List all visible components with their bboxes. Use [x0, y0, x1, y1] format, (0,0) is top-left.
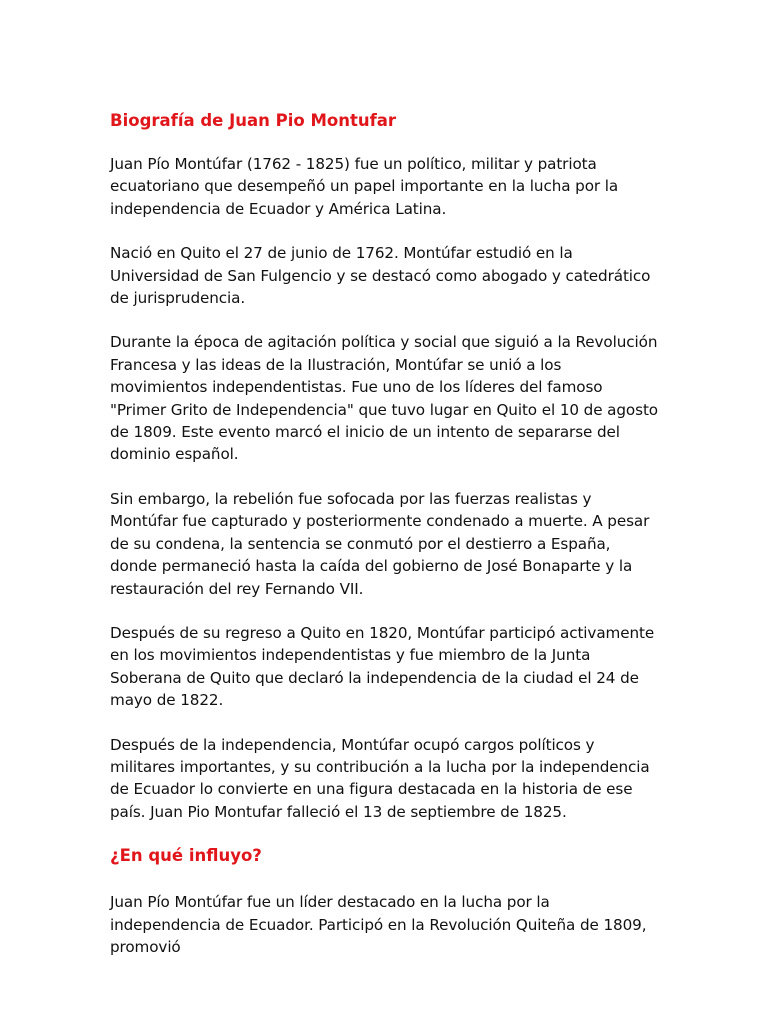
paragraph-birth: Nació en Quito el 27 de junio de 1762. Montúfar estudió en la Universidad de San Fulgencio y se destacó como abogado y catedrático de jurisprudencia.: [110, 244, 651, 308]
document-body: [110, 110, 662, 980]
paragraph-capture: Sin embargo, la rebelión fue sofocada por las fuerzas realistas y Montúfar fue capturado y posteriormente condenado a muerte. A pesar de su condena, la sentencia se conmutó por el destierro a España, donde permaneció hasta la caída del gobierno de José Bonaparte y la restauración del rey Fernando VII.: [110, 489, 650, 598]
paragraph-independence-movement: Durante la época de agitación política y social que siguió a la Revolución Francesa y las ideas de la Ilustración, Montúfar se unió a los movimientos independentistas. Fue uno de los líderes del famoso "Primer Grito de Independencia" que tuvo lugar en Quito el 10 de agosto de 1809. Este evento marcó el inicio de un intento de separarse del dominio español.: [110, 333, 658, 464]
paragraph-influence: Juan Pío Montúfar fue un líder destacado en la lucha por la independencia de Ecuador. Participó en la Revolución Quiteña de 1809, promovió: [110, 893, 647, 956]
paragraph-return: Después de su regreso a Quito en 1820, Montúfar participó activamente en los movimientos independentistas y fue miembro de la Junta Soberana de Quito que declaró la independencia de la ciudad el 24 de mayo de 1822.: [110, 623, 655, 710]
paragraph-intro: Juan Pío Montúfar (1762 - 1825) fue un político, militar y patriota ecuatoriano que desempeñó un papel importante en la lucha por la independencia de Ecuador y América Latina.: [110, 155, 619, 218]
section-heading: ¿En qué influyo?: [110, 846, 262, 866]
paragraph-legacy: Después de la independencia, Montúfar ocupó cargos políticos y militares importantes, y su contribución a la lucha por la independencia de Ecuador lo convierte en una figura destacada en la historia de ese país. Juan Pio Montufar falleció el 13 de septiembre de 1825.: [110, 735, 650, 821]
document-title: Biografía de Juan Pio Montufar: [110, 111, 397, 130]
